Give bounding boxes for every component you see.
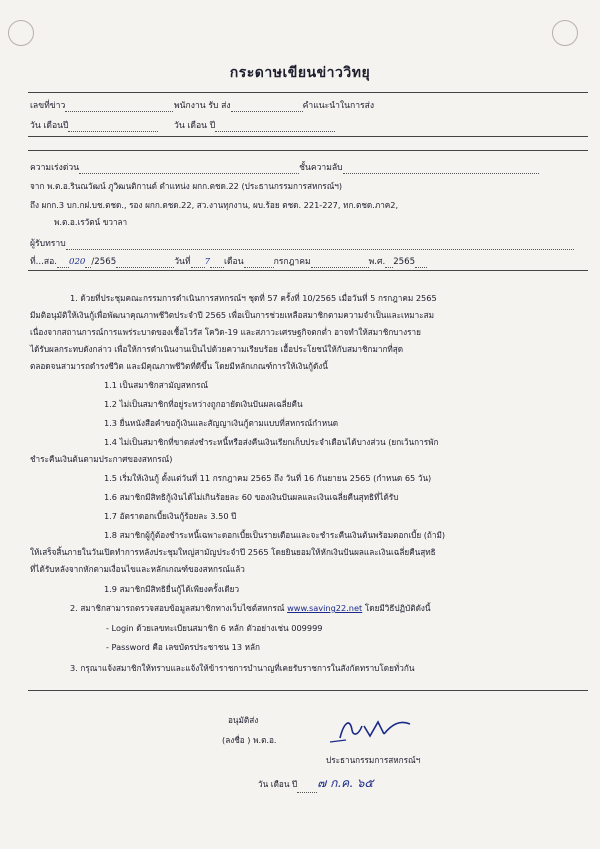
paragraph-3: 3. กรุณาแจ้งสมาชิกให้ทราบและแจ้งให้ข้าราชการบำนาญที่เคยรับราชการในสังกัดทราบโดยทั่วกัน xyxy=(70,663,415,673)
paragraph-1-line-4: ได้รับผลกระทบดังกล่าว เพื่อให้การดำเนินงานเป็นไปด้วยความเรียบร้อย เอื้อประโยชน์ให้กับสมาชิกมากที่สุด xyxy=(30,344,404,354)
paragraph-1-line-3: เนื่องจากสถานการณ์การแพร่ระบาดของเชื้อไวรัส โควิด-19 และสภาวะเศรษฐกิจตกต่ำ อาจทำให้สมาชิกบางราย xyxy=(30,327,421,337)
punch-hole-mark xyxy=(552,20,578,46)
item-1-6: 1.6 สมาชิกมีสิทธิกู้เงินได้ไม่เกินร้อยละ 60 ของเงินปันผลและเงินเฉลี่ยคืนสุทธิที่ได้รับ xyxy=(104,492,399,502)
footer-date-value: ๗ ก.ค. ๖๕ xyxy=(317,776,374,790)
ref-no-label: ที่...สอ. xyxy=(30,257,57,267)
date-row-1 xyxy=(30,118,158,132)
item-1-9: 1.9 สมาชิกมีสิทธิยื่นกู้ได้เพียงครั้งเดียว xyxy=(104,584,240,594)
operator-label: พนักงาน รับ ส่ง xyxy=(174,101,231,111)
recipient-label: ผู้รับทราบ xyxy=(30,239,66,249)
secrecy-label: ชั้นความลับ xyxy=(299,163,343,173)
item-1-5: 1.5 เริ่มให้เงินกู้ ตั้งแต่วันที่ 11 กรกฎาคม 2565 ถึง วันที่ 16 กันยายน 2565 (กำหนด 65 วัน) xyxy=(104,473,432,483)
divider xyxy=(28,92,588,93)
dots xyxy=(210,258,224,268)
divider xyxy=(28,150,588,151)
form-title: กระดาษเขียนข่าววิทยุ xyxy=(229,65,371,81)
signed-label: (ลงชื่อ ) พ.ต.อ. xyxy=(222,735,277,745)
paragraph-2 xyxy=(70,602,430,615)
ref-no-value: 020 xyxy=(69,257,86,267)
date-row-2 xyxy=(174,118,335,132)
paragraph-1-line-1: 1. ด้วยที่ประชุมคณะกรรมการดำเนินการสหกรณ์ฯ ชุดที่ 57 ครั้งที่ 10/2565 เมื่อวันที่ 5 กรกฎาคม 2565 xyxy=(70,293,437,303)
item-1-8-line-1: 1.8 สมาชิกผู้กู้ต้องชำระหนี้เฉพาะดอกเบี้ยเป็นรายเดือนและจะชำระคืนเงินต้นพร้อมดอกเบี้ย (ถ้ามี) xyxy=(104,530,446,540)
dots xyxy=(244,258,274,268)
date-label-1: วัน เดือนปี xyxy=(30,121,69,131)
news-no-field[interactable] xyxy=(65,102,173,112)
year-label: พ.ศ. xyxy=(368,257,386,267)
day-value: 7 xyxy=(204,257,211,267)
item-1-1: 1.1 เป็นสมาชิกสามัญสหกรณ์ xyxy=(104,380,209,390)
item-1-3: 1.3 ยื่นหนังสือคำขอกู้เงินและสัญญาเงินกู้ตามแบบที่สหกรณ์กำหนด xyxy=(104,418,339,428)
paragraph-2-text: 2. สมาชิกสามารถตรวจสอบข้อมูลสมาชิกทางเว็บไซต์สหกรณ์ xyxy=(70,603,285,613)
to-line-1: ถึง ผกก.3 บก.กฝ.บช.ตชด., รอง ผกก.ตชด.22, สว.งานทุกงาน, ผบ.ร้อย ตชด. 221-227, ทก.ตชด.ภาค2, xyxy=(30,200,399,210)
operator-field[interactable] xyxy=(231,102,303,112)
news-no-label: เลขที่ข่าว xyxy=(30,101,66,111)
month-value: กรกฎาคม xyxy=(273,257,311,267)
day-label: วันที่ xyxy=(174,257,191,267)
footer-date-label: วัน เดือน ปี xyxy=(258,779,298,789)
urgency-row xyxy=(30,160,539,174)
item-1-8-line-2: ให้เสร็จสิ้นภายในวันเปิดทำการหลังประชุมใหญ่สามัญประจำปี 2565 โดยยินยอมให้หักเงินปันผลและเงินเฉลี่ยคืนสุทธิ xyxy=(30,547,436,557)
urgency-label: ความเร่งด่วน xyxy=(30,163,80,173)
year-value: 2565 xyxy=(393,257,416,267)
handwritten-signature xyxy=(300,712,430,746)
date-row-footer xyxy=(258,774,374,793)
recipient-field[interactable] xyxy=(66,240,574,250)
date-field-2[interactable] xyxy=(215,122,335,132)
dots xyxy=(297,783,317,793)
paragraph-1-line-5: ตลอดจนสามารถดำรงชีวิต และมีคุณภาพชีวิตที่ดีขึ้น โดยมีหลักเกณฑ์การให้เงินกู้ดังนี้ xyxy=(30,361,328,371)
date-field-1[interactable] xyxy=(68,122,158,132)
divider xyxy=(28,690,588,691)
recipient-row xyxy=(30,236,574,250)
item-1-2: 1.2 ไม่เป็นสมาชิกที่อยู่ระหว่างถูกอายัดเงินปันผลเฉลี่ยคืน xyxy=(104,399,303,409)
dots xyxy=(57,258,69,268)
password-instruction: - Password คือ เลขบัตรประชาชน 13 หลัก xyxy=(106,642,261,652)
month-label: เดือน xyxy=(224,257,244,267)
reference-row xyxy=(30,254,427,268)
item-1-4-line-2: ชำระคืนเงินต้นตามประกาศของสหกรณ์) xyxy=(30,454,173,464)
divider xyxy=(28,136,588,137)
dots xyxy=(415,258,427,268)
president-label: ประธานกรรมการสหกรณ์ฯ xyxy=(326,755,421,765)
approved-label: อนุมัติส่ง xyxy=(228,715,259,725)
website-link[interactable]: www.saving22.net xyxy=(287,603,363,613)
dots xyxy=(311,258,369,268)
dots xyxy=(116,258,174,268)
item-1-8-line-3: ที่ได้รับหลังจากหักตามเงื่อนไขและหลักเกณฑ์ของสหกรณ์แล้ว xyxy=(30,564,245,574)
login-instruction: - Login ด้วยเลขทะเบียนสมาชิก 6 หลัก ตัวอย่างเช่น 009999 xyxy=(106,623,323,633)
secrecy-field[interactable] xyxy=(343,164,539,174)
urgency-field[interactable] xyxy=(79,164,299,174)
operator-row xyxy=(174,98,374,112)
punch-hole-mark xyxy=(8,20,34,46)
item-1-4-line-1: 1.4 ไม่เป็นสมาชิกที่ขาดส่งชำระหนี้หรือส่งคืนเงินเรียกเก็บประจำเดือนได้บางส่วน (ยกเว้นการพัก xyxy=(104,437,439,447)
divider xyxy=(28,270,588,271)
dots xyxy=(191,258,205,268)
ref-year: /2565 xyxy=(91,257,117,267)
paragraph-1-line-2: มีมติอนุมัติให้เงินกู้เพื่อพัฒนาคุณภาพชีวิตประจำปี 2565 เพื่อเป็นการช่วยเหลือสมาชิกตามความจำเป็นและเหมาะสม xyxy=(30,310,435,320)
paragraph-2-text-end: โดยมีวิธีปฏิบัติดังนี้ xyxy=(364,603,431,613)
from-line: จาก พ.ต.อ.รินณวัฒน์ ภูวิฒนติกานต์ ตำแหน่ง ผกก.ตชด.22 (ประธานกรรมการสหกรณ์ฯ) xyxy=(30,181,343,191)
item-1-7: 1.7 อัตราดอกเบี้ยเงินกู้ร้อยละ 3.50 ปี xyxy=(104,511,237,521)
to-line-2: พ.ต.อ.เรวัตน์ ขวาลา xyxy=(54,217,128,227)
news-no-row xyxy=(30,98,173,112)
send-advice-label: คำแนะนำในการส่ง xyxy=(302,101,375,111)
date-label-2: วัน เดือน ปี xyxy=(174,121,216,131)
